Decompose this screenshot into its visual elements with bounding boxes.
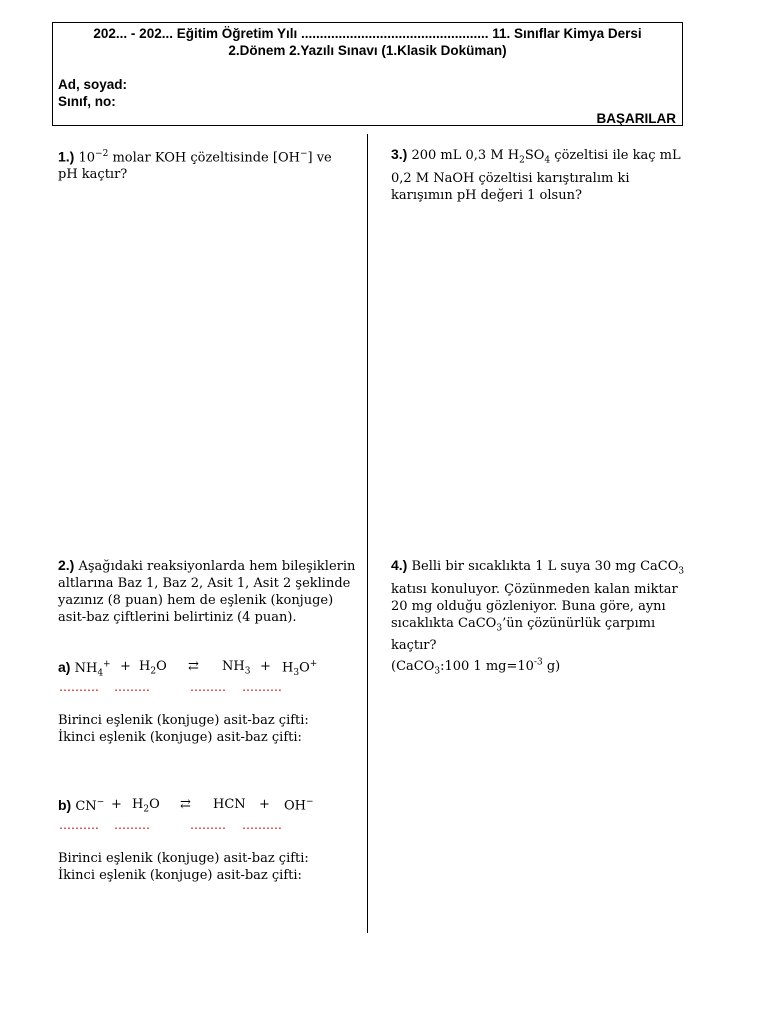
question-number: 1.): [58, 148, 75, 165]
student-name-label: Ad, soyad:: [58, 77, 128, 92]
given-data: (CaCO$_3$:100 1 $mg=10^{-3}$ g): [391, 657, 561, 677]
question-number: 2.): [58, 557, 75, 573]
species-4: OH−: [284, 797, 314, 814]
equilibrium-arrow-icon: ⇄: [188, 659, 199, 674]
question-text: ’ün çözünürlük çarpımı kaçtır?: [391, 615, 656, 654]
answer-blank: ………: [114, 680, 150, 694]
question-1: [58, 146, 348, 183]
student-class-label: Sınıf, no:: [58, 94, 116, 109]
answer-blank: ……….: [59, 818, 99, 832]
conjugate-pair-2-a: İkinci eşlenik (konjuge) asit-baz çifti:: [58, 730, 302, 745]
species-3: HCN: [213, 797, 246, 812]
reaction-label: b): [58, 797, 72, 813]
question-number: 3.): [391, 146, 408, 162]
answer-blank: ……….: [242, 680, 282, 694]
ion-charge: −: [299, 149, 308, 159]
answer-blank: ………: [190, 818, 226, 832]
exam-header: [52, 22, 683, 126]
question-text: SO: [524, 148, 545, 163]
exam-title-line2: 2.Dönem 2.Yazılı Sınavı (1.Klasik Doküman): [228, 43, 507, 58]
question-text: ] ve pH kaçtır?: [58, 150, 332, 183]
question-3: [391, 146, 691, 204]
reaction-a: [58, 659, 318, 679]
question-text: çözeltisi ile kaç mL 0,2 M NaOH çözeltisi karıştıralım ki karışımın pH değeri 1 olsun?: [391, 148, 681, 203]
question-text: 200 mL 0,3 M H: [407, 148, 520, 163]
question-text: katısı konuluyor. Çözünmeden kalan miktar 20 mg olduğu gözleniyor. Buna göre, aynı sıcaklıkta CaCO: [391, 581, 678, 631]
plus-sign: +: [120, 659, 131, 674]
exam-title-line1: 202... - 202... Eğitim Öğretim Yılı .................................................. 11. Sınıflar Kimya Dersi: [93, 26, 642, 41]
equilibrium-arrow-icon: ⇄: [180, 797, 191, 812]
plus-sign: +: [111, 797, 122, 812]
question-text: Belli bir sıcaklıkta 1 L suya 30 mg CaCO: [407, 559, 679, 574]
plus-sign: +: [259, 797, 270, 812]
exponent: −2: [95, 149, 109, 159]
question-number: 4.): [391, 557, 408, 573]
reaction-b: [58, 797, 314, 815]
answer-blank: ………: [114, 818, 150, 832]
question-text: molar KOH çözeltisinde [OH: [108, 150, 300, 166]
reaction-label: a): [58, 659, 71, 675]
species-2: $H_2O$: [139, 659, 167, 677]
species-2: $H_2O$: [132, 797, 160, 815]
answer-blank: ……….: [242, 818, 282, 832]
species-4: $H_3O^+$: [282, 659, 318, 678]
question-text: 10: [74, 150, 96, 166]
species-3: $NH_3$: [222, 659, 251, 677]
subscript: 2: [519, 155, 525, 166]
conjugate-pair-2-b: İkinci eşlenik (konjuge) asit-baz çifti:: [58, 868, 302, 883]
subscript: 3: [678, 566, 685, 577]
conjugate-pair-1-a: Birinci eşlenik (konjuge) asit-baz çifti:: [58, 713, 309, 728]
question-text: Aşağıdaki reaksiyonlarda hem bileşiklerin altlarına Baz 1, Baz 2, Asit 1, Asit 2 şeklinde yazınız (8 puan) hem de eşlenik (konjuge) asit-baz çiftlerini belirtiniz (4 puan).: [58, 559, 356, 625]
species-1: CN−: [71, 797, 105, 814]
question-4: [391, 557, 691, 680]
good-luck-text: BAŞARILAR: [596, 111, 676, 126]
column-divider: [367, 134, 368, 933]
answer-blank: ……….: [59, 680, 99, 694]
species-1: $NH_4^+$: [70, 659, 111, 679]
question-2: [58, 557, 358, 626]
answer-blank: ………: [190, 680, 226, 694]
subscript: 4: [544, 155, 551, 166]
plus-sign: +: [260, 659, 271, 674]
conjugate-pair-1-b: Birinci eşlenik (konjuge) asit-baz çifti:: [58, 851, 309, 866]
subscript: 3: [496, 623, 503, 634]
